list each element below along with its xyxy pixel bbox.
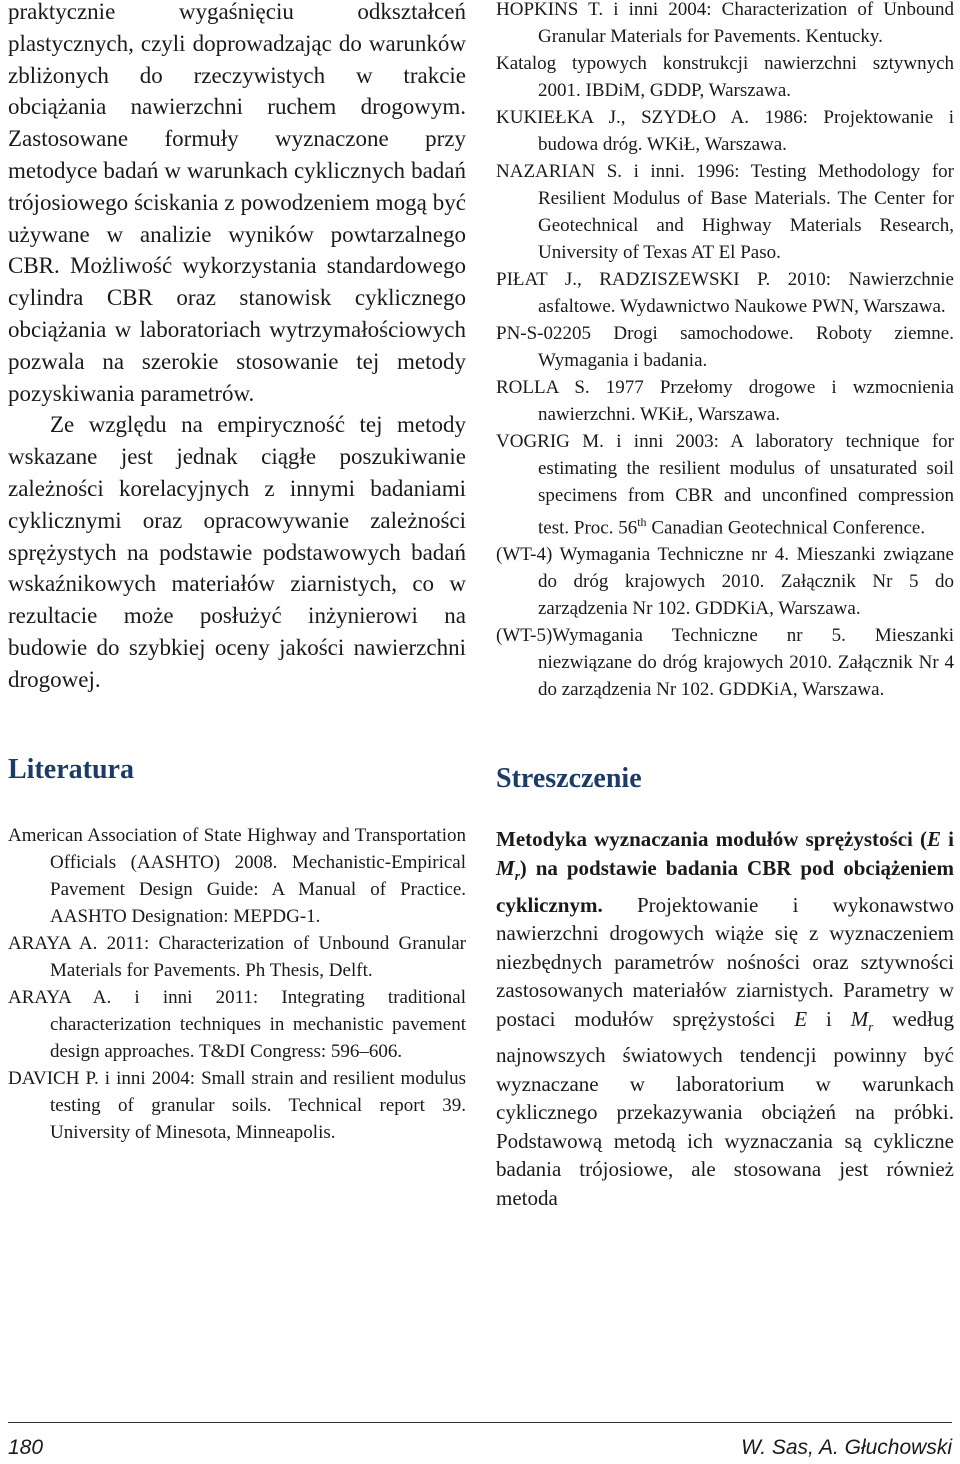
reference-item: NAZARIAN S. i inni. 1996: Testing Methodology for Resilient Modulus of Base Materials. The Center for Geotechnical and Highway Materials Research, University of Texas AT El Paso. [496,161,954,263]
symbol-m: M [850,1006,869,1031]
abstract-title-text: i [941,827,955,852]
heading-streszczenie: Streszczenie [496,763,642,795]
reference-item: Katalog typowych konstrukcji nawierzchni sztywnych 2001. IBDiM, GDDP, Warszawa. [496,53,954,101]
footer-rule [8,1422,952,1423]
abstract-paragraph [496,825,954,1212]
symbol-e: E [794,1006,808,1031]
abstract-title-text: ) na podstawie badania CBR pod obciążeniem cyklicznym. [496,855,954,917]
abstract-body-text: Projektowanie i wykonawstwo nawierzchni drogowych wiąże się z wyznaczeniem niezbędnych parametrów nośności oraz sztywności zastosowanych materiałów ziarnistych. Parametry w postaci modułów sprężystości [496,892,954,1031]
reference-item: KUKIEŁKA J., SZYDŁO A. 1986: Projektowanie i budowa dróg. WKiŁ, Warszawa. [496,107,954,155]
reference-item: HOPKINS T. i inni 2004: Characterization of Unbound Granular Materials for Pavements. Kentucky. [496,0,954,47]
reference-item: ARAYA A. i inni 2011: Integrating traditional characterization techniques in mechanistic pavement design approaches. T&DI Congress: 596–606. [8,986,466,1062]
reference-item: American Association of State Highway and Transportation Officials (AASHTO) 2008. Mechanistic-Empirical Pavement Design Guide: A Manual of Practice. AASHTO Designation: MEPDG-1. [8,824,466,927]
heading-literatura: Literatura [8,753,134,785]
abstract-body-text: i [807,1006,851,1031]
symbol-e: E [927,827,942,852]
reference-item: ARAYA A. 2011: Characterization of Unbound Granular Materials for Pavements. Ph Thesis, Delft. [8,932,466,981]
symbol-r: r [514,868,520,884]
left-column [8,0,466,1146]
symbol-m: M [496,855,515,880]
reference-item: PN-S-02205 Drogi samochodowe. Roboty ziemne. Wymagania i badania. [496,323,954,371]
right-column [496,0,954,1212]
reference-item: ROLLA S. 1977 Przełomy drogowe i wzmocnienia nawierzchni. WKiŁ, Warszawa. [496,377,954,425]
body-paragraph-1: praktycznie wygaśnięciu odkształceń plastycznych, czyli doprowadzając do warunków zbliżonych do rzeczywistych w trakcie obciążania nawierzchni ruchem drogowym. Zastosowane formuły wyznaczone przy metodyce badań w warunkach cyklicznych badań trójosiowego ściskania z powodzeniem mogą być używane w analizie wyników powtarzalnego CBR. Możliwość wykorzystania standardowego cylindra CBR oraz stanowisk cyklicznego obciążania w laboratoriach wytrzymałościowych pozwala na szerokie stosowanie tej metody pozyskiwania parametrów. [8,0,466,406]
reference-item: (WT-5)Wymagania Techniczne nr 5. Mieszanki niezwiązane do dróg krajowych 2010. Załącznik Nr 4 do zarządzenia Nr 102. GDDKiA, Warszawa. [496,625,954,701]
abstract-body-text: według najnowszych światowych tendencji powinny być wyznaczane w laboratorium w warunkach cyklicznego przekazywania obciążeń na próbki. Podstawową metodą ich wyznaczania są cykliczne badania trójosiowe, ale stosowana jest również metoda [496,1006,954,1210]
footer-authors: W. Sas, A. Głuchowski [741,1436,952,1459]
reference-item: (WT-4) Wymagania Techniczne nr 4. Mieszanki związane do dróg krajowych 2010. Załącznik Nr 5 do zarządzenia Nr 102. GDDKiA, Warszawa. [496,544,954,620]
reference-item: DAVICH P. i inni 2004: Small strain and resilient modulus testing of granular soils. Technical report 39. University of Minesota, Minneapolis. [8,1067,466,1143]
reference-item-vogrig [496,428,954,541]
reference-text: VOGRIG M. i inni 2003: A laboratory technique for estimating the resilient modulus of unsaturated soil specimens from CBR and unconfined compression test. Proc. 56 [496,431,954,539]
reference-text: Canadian Geotechnical Conference. [646,517,926,539]
body-paragraph-2: Ze względu na empiryczność tej metody wskazane jest jednak ciągłe poszukiwanie zależności korelacyjnych z innymi badaniami cyklicznymi oraz opracowywanie zależności sprężystych na podstawie podstawowych badań wskaźnikowych materiałów ziarnistych, co w rezultacie może posłużyć inżynierowi na budowie do szybkiej oceny jakości nawierzchni drogowej. [8,412,466,692]
abstract-title-text: Metodyka wyznaczania modułów sprężystości ( [496,827,928,852]
reference-item: PIŁAT J., RADZISZEWSKI P. 2010: Nawierzchnie asfaltowe. Wydawnictwo Naukowe PWN, Warszawa. [496,269,954,317]
symbol-r: r [868,1018,874,1034]
references-list-right [496,0,954,703]
superscript: th [637,515,647,529]
references-list-left [8,822,466,1146]
page-number: 180 [8,1436,44,1459]
